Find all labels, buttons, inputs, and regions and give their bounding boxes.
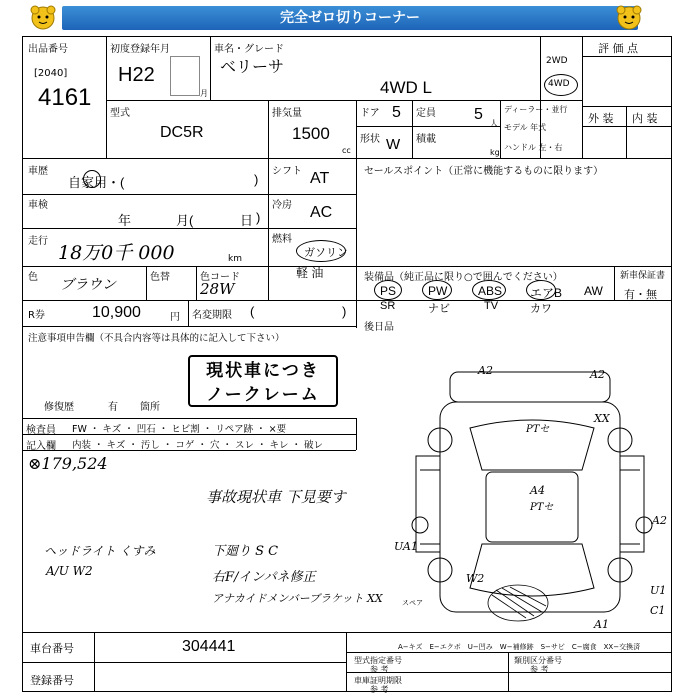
capacity-label: 定員 xyxy=(416,108,436,119)
bottom-box-garage-ref: 参 考 xyxy=(370,685,389,694)
inspection-month: 月( xyxy=(176,213,194,228)
shift-value: AT xyxy=(310,170,330,187)
warranty-label: 新車保証書 xyxy=(620,271,666,281)
body-shape-value: W xyxy=(386,136,401,153)
bottom-box-type-spec: 型式指定番号 xyxy=(354,656,402,665)
reg-no-label: 登録番号 xyxy=(30,674,74,687)
exterior-label: 外 装 xyxy=(588,112,614,125)
lot-sub: [2040] xyxy=(34,68,68,79)
equip-sr: SR xyxy=(380,300,396,312)
fuel-gas: ガソリン xyxy=(304,247,348,259)
dealer-label: ディーラー・並行 xyxy=(504,105,568,114)
diagram-label-c1: C1 xyxy=(650,604,666,617)
inspector-label: 検査員 xyxy=(26,425,56,436)
repair-count: 箇所 xyxy=(140,402,160,413)
inspector-line2: 内装 ・ キズ ・ 汚し ・ コゲ ・ 穴 ・ スレ ・ キレ ・ 破レ xyxy=(72,440,323,451)
diagram-label-spare: スペア xyxy=(402,599,423,607)
bottom-box-type-spec-ref: 参 考 xyxy=(370,665,389,674)
diagram-label-w2: W2 xyxy=(466,572,485,585)
load-label: 積載 xyxy=(416,134,436,145)
color-code-label: 色コード xyxy=(200,272,240,283)
mileage-value: 18万0千 000 xyxy=(58,242,175,264)
banner-title: 完全ゼロ切りコーナー xyxy=(62,6,638,30)
first-reg-month-box xyxy=(170,56,200,96)
history-close: ) xyxy=(254,172,259,187)
diagram-label-a1: A1 xyxy=(594,618,609,631)
after-day-label: 後日品 xyxy=(364,322,394,333)
sales-point-label: セールスポイント（正常に機能するものに限ります） xyxy=(364,166,604,177)
equip-pw: PW xyxy=(428,284,448,298)
model-label: 型式 xyxy=(110,108,130,119)
capacity-value: 5 xyxy=(474,106,483,123)
car-grade: 4WD L xyxy=(380,78,432,97)
drive-4wd: 4WD xyxy=(548,79,570,89)
first-reg-month-suffix: 月 xyxy=(200,89,208,98)
load-unit: kg xyxy=(490,148,500,157)
equip-pw-circle xyxy=(422,280,452,300)
repair-value: 有 xyxy=(108,402,118,413)
hand-left2: A/U W2 xyxy=(46,564,93,578)
chassis-label: 車台番号 xyxy=(30,642,74,655)
mileage-unit: km xyxy=(228,254,242,264)
hand-mid2: 右F/インパネ修正 xyxy=(212,570,316,585)
mascot-left-icon xyxy=(28,3,58,33)
color-value: ブラウン xyxy=(60,277,116,293)
no-claim-stamp xyxy=(188,355,338,407)
inspection-day: 日 xyxy=(240,213,254,228)
aircon-label: 冷房 xyxy=(272,200,292,211)
interior-label: 内 装 xyxy=(632,112,658,125)
stamp-line1: 現状車につき xyxy=(206,361,320,381)
doors-label: ドア xyxy=(360,108,380,119)
chassis-value: 304441 xyxy=(182,638,236,655)
bottom-box-class-ref: 参 考 xyxy=(530,665,549,674)
hand-accident: 事故現状車 下見要す xyxy=(206,488,346,506)
diagram-label-a2-front-right: A2 xyxy=(590,368,605,381)
diagram-label-a2-front-left: A2 xyxy=(478,364,493,377)
doors-value: 5 xyxy=(392,104,401,121)
car-name-label: 車名・グレード xyxy=(214,44,284,55)
equip-airbag: エアB xyxy=(530,286,563,300)
history-value: 自家用・( xyxy=(68,175,125,190)
inspector-field-label: 記入欄 xyxy=(26,441,56,452)
bottom-box-garage: 車庫証明期限 xyxy=(354,676,402,685)
color-code: 28W xyxy=(200,280,235,298)
equip-aw: AW xyxy=(584,284,603,298)
repair-label: 修復歴 xyxy=(44,402,74,413)
inspection-label: 車検 xyxy=(28,200,48,211)
mileage-label: 走行 xyxy=(28,236,48,247)
diagram-label-ua1: UA1 xyxy=(394,540,418,553)
bottom-box-class: 類別区分番号 xyxy=(514,656,562,665)
equip-abs-circle xyxy=(472,280,506,300)
equip-ps-circle xyxy=(374,280,402,300)
fuel-diesel: 軽 油 xyxy=(296,266,324,280)
mascot-right-icon xyxy=(614,3,644,33)
hand-left1: ヘッドライト くすみ xyxy=(44,544,156,558)
inspector-line1: FW ・ キズ ・ 凹石 ・ ヒビ割 ・ リペア跡 ・ ×要 xyxy=(72,424,287,435)
notes-label: 注意事項申告欄（不具合内容等は具体的に記入して下さい） xyxy=(28,333,285,344)
color-label: 色 xyxy=(28,272,38,283)
fuel-label: 燃料 xyxy=(272,234,292,245)
equip-leather: カワ xyxy=(530,303,552,315)
warranty-value: 有・無 xyxy=(624,289,657,301)
body-shape-label: 形状 xyxy=(360,134,380,145)
equipment-label: 装備品（純正品に限り○で囲んでください） xyxy=(364,272,563,283)
first-reg-label: 初度登録年月 xyxy=(110,44,170,55)
first-reg-year: H22 xyxy=(118,64,155,86)
history-label: 車歴 xyxy=(28,166,48,177)
damage-legend: A−キズ E−エクボ U−凹み W−補修跡 S−サビ C−腐食 XX−交換済 xyxy=(398,643,641,651)
diagram-label-xx: XX xyxy=(594,412,610,425)
recycle-label: R券 xyxy=(28,310,45,321)
equip-ps: PS xyxy=(380,284,397,298)
stamp-line2: ノークレーム xyxy=(206,385,320,405)
model-code: DC5R xyxy=(160,124,204,141)
displacement-label: 排気量 xyxy=(272,108,302,119)
score-label: 評 価 点 xyxy=(598,42,638,55)
dealer-model-year: モデル 年式 xyxy=(504,123,547,132)
lot-label: 出品番号 xyxy=(28,44,68,55)
car-name: ベリーサ xyxy=(220,59,285,76)
hand-mid3: アナカイドメンバーブラケット XX xyxy=(212,592,383,605)
displacement-unit: cc xyxy=(342,146,351,155)
lot-number: 4161 xyxy=(38,84,92,111)
diagram-label-a4: A4 xyxy=(530,484,545,497)
equip-airbag-circle xyxy=(526,280,556,300)
aircon-value: AC xyxy=(310,204,333,221)
recycle-unit: 円 xyxy=(170,312,180,323)
capacity-unit: 人 xyxy=(490,119,498,128)
recycle-value: 10,900 xyxy=(92,304,141,321)
inspection-close: ) xyxy=(256,210,261,225)
displacement-value: 1500 xyxy=(292,124,330,143)
equip-navi: ナビ xyxy=(428,303,450,315)
diagram-label-pt-roof: PTセ xyxy=(530,502,554,513)
shift-label: シフト xyxy=(272,166,302,177)
diagram-label-u1: U1 xyxy=(650,584,667,597)
hand-odometer: ⊗179,524 xyxy=(28,454,108,473)
color-change-label: 色替 xyxy=(150,272,170,283)
hand-mid1: 下廻り S C xyxy=(212,544,279,559)
diagram-label-a2-right: A2 xyxy=(652,514,667,527)
diagram-label-pt-hood: PTセ xyxy=(526,424,550,435)
equip-tv: TV xyxy=(484,300,499,312)
name-change-open: ( xyxy=(250,304,255,319)
name-change-label: 名変期限 xyxy=(192,310,232,321)
equip-abs: ABS xyxy=(478,284,503,298)
dealer-steering: ハンドル 左・右 xyxy=(504,143,563,152)
inspection-year: 年 xyxy=(118,213,132,228)
drive-2wd: 2WD xyxy=(546,56,568,66)
name-change-close: ) xyxy=(342,304,347,319)
